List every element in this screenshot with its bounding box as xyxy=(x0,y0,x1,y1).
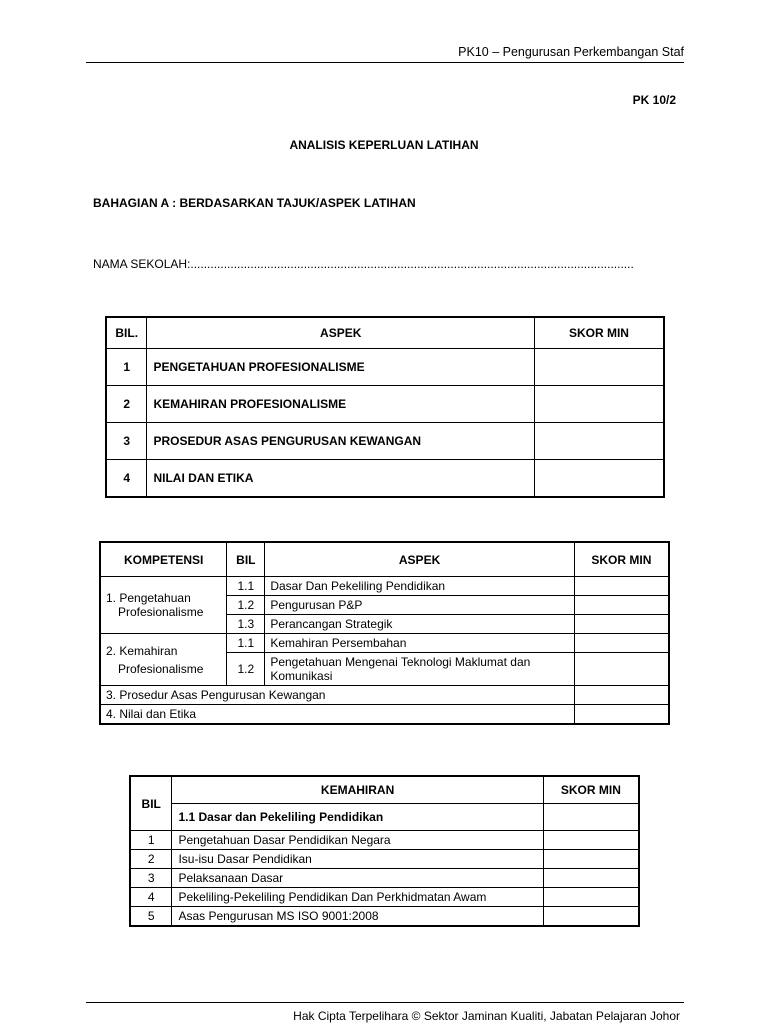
header-rule xyxy=(86,62,684,63)
table-row xyxy=(130,888,639,907)
column-header: SKOR MIN xyxy=(534,317,664,349)
aspek-cell: Kemahiran Persembahan xyxy=(265,634,574,653)
footer-rule xyxy=(86,1002,684,1003)
subheader-cell: 1.1 Dasar dan Pekeliling Pendidikan xyxy=(172,804,543,831)
competency-row-label: 3. Prosedur Asas Pengurusan Kewangan xyxy=(100,686,574,705)
skor-cell[interactable] xyxy=(543,831,639,850)
skor-cell[interactable] xyxy=(574,596,669,615)
competency-row-label: 4. Nilai dan Etika xyxy=(100,705,574,725)
competency-cell xyxy=(100,577,227,634)
table-row xyxy=(100,634,669,653)
column-header: BIL. xyxy=(106,317,147,349)
aspek-cell: Pengurusan P&P xyxy=(265,596,574,615)
skor-cell[interactable] xyxy=(543,869,639,888)
bil-cell: 1.3 xyxy=(227,615,265,634)
skill-cell: Pekeliling-Pekeliling Pendidikan Dan Perkhidmatan Awam xyxy=(172,888,543,907)
bil-cell: 1 xyxy=(106,349,147,386)
skor-cell[interactable] xyxy=(534,386,664,423)
aspek-cell: Dasar Dan Pekeliling Pendidikan xyxy=(265,577,574,596)
bil-cell: 2 xyxy=(130,850,172,869)
bil-cell: 4 xyxy=(106,460,147,498)
bil-cell: 1.2 xyxy=(227,653,265,686)
aspek-cell: Perancangan Strategik xyxy=(265,615,574,634)
table-header-row xyxy=(100,542,669,577)
table-row xyxy=(130,869,639,888)
skills-table xyxy=(129,775,640,927)
competency-label: 1. Pengetahuan xyxy=(106,591,191,605)
skor-cell[interactable] xyxy=(574,634,669,653)
column-header: BIL xyxy=(227,542,265,577)
table-subheader-row xyxy=(130,804,639,831)
competency-label: 2. Kemahiran xyxy=(106,643,178,658)
aspek-cell: KEMAHIRAN PROFESIONALISME xyxy=(147,386,534,423)
bil-cell: 1.2 xyxy=(227,596,265,615)
table-row xyxy=(130,907,639,927)
skill-cell: Asas Pengurusan MS ISO 9001:2008 xyxy=(172,907,543,927)
skor-cell[interactable] xyxy=(543,804,639,831)
aspect-summary-table xyxy=(105,316,665,498)
aspek-cell: Pengetahuan Mengenai Teknologi Maklumat dan Komunikasi xyxy=(265,653,574,686)
column-header: BIL xyxy=(130,776,172,831)
page-footer: Hak Cipta Terpelihara © Sektor Jaminan Kualiti, Jabatan Pelajaran Johor xyxy=(293,1009,680,1023)
column-header: ASPEK xyxy=(147,317,534,349)
column-header: SKOR MIN xyxy=(543,776,639,804)
table-row xyxy=(100,705,669,725)
section-a-heading: BAHAGIAN A : BERDASARKAN TAJUK/ASPEK LATIHAN xyxy=(93,196,416,210)
bil-cell: 2 xyxy=(106,386,147,423)
competency-cell xyxy=(100,634,227,686)
column-header: SKOR MIN xyxy=(574,542,669,577)
bil-cell: 1 xyxy=(130,831,172,850)
skor-cell[interactable] xyxy=(534,349,664,386)
table-row xyxy=(100,686,669,705)
form-code: PK 10/2 xyxy=(632,93,676,107)
column-header: KOMPETENSI xyxy=(100,542,227,577)
aspek-cell: PROSEDUR ASAS PENGURUSAN KEWANGAN xyxy=(147,423,534,460)
bil-cell: 3 xyxy=(130,869,172,888)
document-title: ANALISIS KEPERLUAN LATIHAN xyxy=(289,138,479,152)
skor-cell[interactable] xyxy=(534,460,664,498)
table-row xyxy=(106,386,664,423)
bil-cell: 1.1 xyxy=(227,634,265,653)
skill-cell: Pengetahuan Dasar Pendidikan Negara xyxy=(172,831,543,850)
column-header: ASPEK xyxy=(265,542,574,577)
table-row xyxy=(106,349,664,386)
table-header-row xyxy=(130,776,639,804)
bil-cell: 1.1 xyxy=(227,577,265,596)
school-name-field: NAMA SEKOLAH:..................................................................................................................................... xyxy=(93,257,634,271)
table-row xyxy=(106,423,664,460)
skill-cell: Pelaksanaan Dasar xyxy=(172,869,543,888)
skor-cell[interactable] xyxy=(574,577,669,596)
skor-cell[interactable] xyxy=(543,888,639,907)
table-header-row xyxy=(106,317,664,349)
column-header: KEMAHIRAN xyxy=(172,776,543,804)
table-row xyxy=(130,850,639,869)
page-header: PK10 – Pengurusan Perkembangan Staf xyxy=(458,45,684,59)
competency-label: Profesionalisme xyxy=(118,661,204,676)
skor-cell[interactable] xyxy=(543,907,639,927)
aspek-cell: NILAI DAN ETIKA xyxy=(147,460,534,498)
table-row xyxy=(106,460,664,498)
skor-cell[interactable] xyxy=(574,705,669,725)
aspek-cell: PENGETAHUAN PROFESIONALISME xyxy=(147,349,534,386)
skill-cell: Isu-isu Dasar Pendidikan xyxy=(172,850,543,869)
skor-cell[interactable] xyxy=(574,686,669,705)
skor-cell[interactable] xyxy=(574,653,669,686)
table-row xyxy=(100,577,669,596)
competency-label: Profesionalisme xyxy=(118,605,204,619)
bil-cell: 4 xyxy=(130,888,172,907)
bil-cell: 3 xyxy=(106,423,147,460)
skor-cell[interactable] xyxy=(534,423,664,460)
competency-table xyxy=(99,541,670,725)
skor-cell[interactable] xyxy=(543,850,639,869)
skor-cell[interactable] xyxy=(574,615,669,634)
bil-cell: 5 xyxy=(130,907,172,927)
table-row xyxy=(130,831,639,850)
